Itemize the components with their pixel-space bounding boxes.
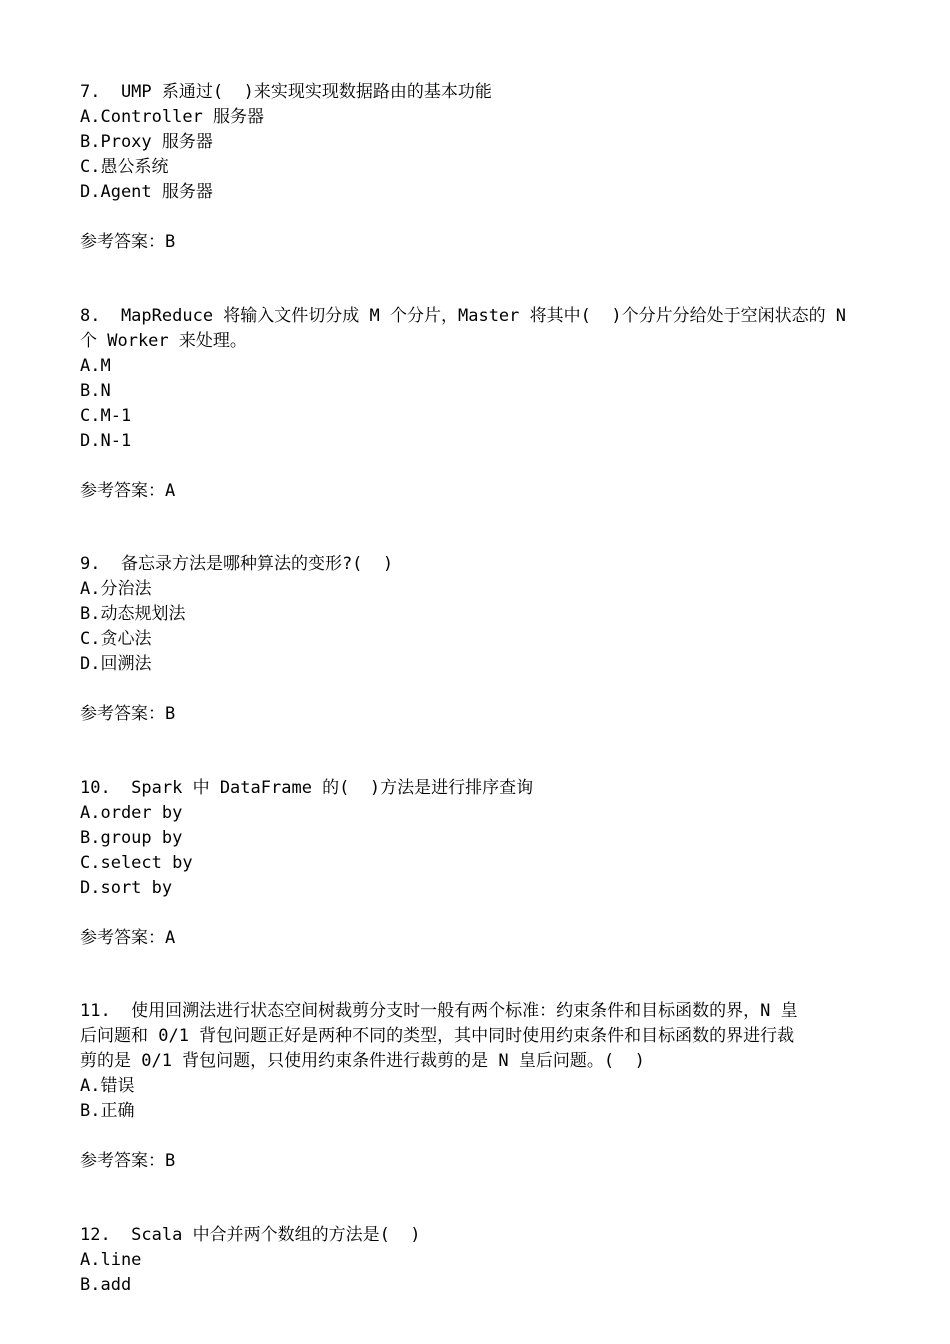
answer-option: A.M	[80, 356, 111, 376]
question-stem-line: 剪的是 0/1 背包问题，只使用约束条件进行裁剪的是 N 皇后问题。( )	[80, 1051, 645, 1071]
question-stem-line: 8. MapReduce 将输入文件切分成 M 个分片，Master 将其中( )个分片分给处于空闲状态的 N	[80, 306, 847, 326]
answer-option: B.动态规划法	[80, 604, 186, 624]
answer-option: C.愚公系统	[80, 157, 169, 177]
question-stem-line: 个 Worker 来处理。	[80, 331, 247, 351]
answer-option: B.N	[80, 381, 111, 401]
question-stem-line: 10. Spark 中 DataFrame 的( )方法是进行排序查询	[80, 778, 534, 798]
reference-answer: 参考答案：B	[80, 1151, 176, 1171]
answer-option: A.分治法	[80, 579, 152, 599]
answer-option: A.line	[80, 1250, 142, 1270]
answer-option: B.group by	[80, 828, 183, 848]
reference-answer: 参考答案：B	[80, 232, 176, 252]
answer-option: B.add	[80, 1275, 132, 1295]
question-stem-line: 后问题和 0/1 背包问题正好是两种不同的类型，其中同时使用约束条件和目标函数的界进行裁	[80, 1026, 795, 1046]
question-stem-line: 9. 备忘录方法是哪种算法的变形?( )	[80, 554, 394, 574]
answer-option: A.order by	[80, 803, 183, 823]
question-stem-line: 12. Scala 中合并两个数组的方法是( )	[80, 1225, 421, 1245]
reference-answer: 参考答案：A	[80, 928, 176, 948]
answer-option: D.Agent 服务器	[80, 182, 213, 202]
answer-option: C.select by	[80, 853, 193, 873]
answer-option: D.N-1	[80, 431, 132, 451]
answer-option: B.正确	[80, 1101, 135, 1121]
reference-answer: 参考答案：B	[80, 704, 176, 724]
answer-option: C.贪心法	[80, 629, 152, 649]
answer-option: D.回溯法	[80, 654, 152, 674]
answer-option: C.M-1	[80, 406, 132, 426]
question-stem-line: 11. 使用回溯法进行状态空间树裁剪分支时一般有两个标准：约束条件和目标函数的界，N 皇	[80, 1001, 798, 1021]
reference-answer: 参考答案：A	[80, 481, 176, 501]
answer-option: A.错误	[80, 1076, 135, 1096]
answer-option: B.Proxy 服务器	[80, 132, 213, 152]
answer-option: D.sort by	[80, 878, 173, 898]
question-stem-line: 7. UMP 系通过( )来实现实现数据路由的基本功能	[80, 82, 492, 102]
answer-option: A.Controller 服务器	[80, 107, 265, 127]
